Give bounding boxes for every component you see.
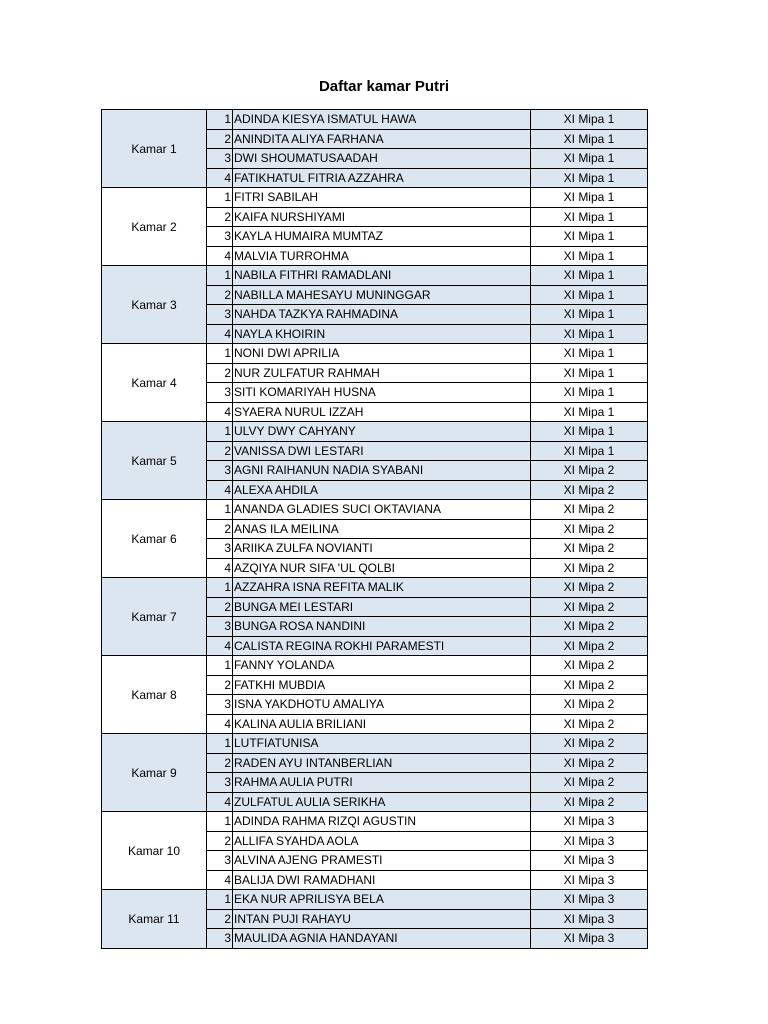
member-name: KAIFA NURSHIYAMI <box>233 207 531 227</box>
member-number: 3 <box>207 695 233 715</box>
member-number: 4 <box>207 168 233 188</box>
member-class: XI Mipa 2 <box>531 500 648 520</box>
member-number: 3 <box>207 851 233 871</box>
member-name: ALLIFA SYAHDA AOLA <box>233 831 531 851</box>
member-name: FATIKHATUL FITRIA AZZAHRA <box>233 168 531 188</box>
table-row <box>102 812 648 832</box>
member-name: ADINDA RAHMA RIZQI AGUSTIN <box>233 812 531 832</box>
table-row <box>102 110 648 130</box>
member-name: BALIJA DWI RAMADHANI <box>233 870 531 890</box>
member-name: NABILA FITHRI RAMADLANI <box>233 266 531 286</box>
table-row <box>102 188 648 208</box>
member-name: NONI DWI APRILIA <box>233 344 531 364</box>
member-number: 2 <box>207 441 233 461</box>
room-label: Kamar 4 <box>102 344 207 422</box>
member-number: 3 <box>207 461 233 481</box>
member-class: XI Mipa 1 <box>531 188 648 208</box>
member-name: NUR ZULFATUR RAHMAH <box>233 363 531 383</box>
member-class: XI Mipa 2 <box>531 480 648 500</box>
member-class: XI Mipa 3 <box>531 929 648 949</box>
member-name: DWI SHOUMATUSAADAH <box>233 149 531 169</box>
member-class: XI Mipa 3 <box>531 851 648 871</box>
table-row <box>102 578 648 598</box>
member-number: 4 <box>207 792 233 812</box>
member-name: NAHDA TAZKYA RAHMADINA <box>233 305 531 325</box>
member-number: 1 <box>207 734 233 754</box>
room-label: Kamar 7 <box>102 578 207 656</box>
member-name: ANANDA GLADIES SUCI OKTAVIANA <box>233 500 531 520</box>
member-name: INTAN PUJI RAHAYU <box>233 909 531 929</box>
member-class: XI Mipa 1 <box>531 344 648 364</box>
member-class: XI Mipa 2 <box>531 714 648 734</box>
member-number: 2 <box>207 597 233 617</box>
room-label: Kamar 1 <box>102 110 207 188</box>
member-number: 2 <box>207 207 233 227</box>
member-name: MALVIA TURROHMA <box>233 246 531 266</box>
member-number: 3 <box>207 617 233 637</box>
room-label: Kamar 5 <box>102 422 207 500</box>
member-class: XI Mipa 1 <box>531 402 648 422</box>
room-label: Kamar 9 <box>102 734 207 812</box>
member-name: EKA NUR APRILISYA BELA <box>233 890 531 910</box>
member-name: ADINDA KIESYA ISMATUL HAWA <box>233 110 531 130</box>
member-number: 4 <box>207 870 233 890</box>
member-number: 2 <box>207 753 233 773</box>
member-name: RAHMA AULIA PUTRI <box>233 773 531 793</box>
member-number: 2 <box>207 675 233 695</box>
member-number: 1 <box>207 656 233 676</box>
member-name: ANAS ILA MEILINA <box>233 519 531 539</box>
member-number: 3 <box>207 539 233 559</box>
member-name: MAULIDA AGNIA HANDAYANI <box>233 929 531 949</box>
member-name: NABILLA MAHESAYU MUNINGGAR <box>233 285 531 305</box>
member-name: VANISSA DWI LESTARI <box>233 441 531 461</box>
member-name: SITI KOMARIYAH HUSNA <box>233 383 531 403</box>
member-number: 1 <box>207 110 233 130</box>
member-class: XI Mipa 3 <box>531 909 648 929</box>
member-number: 4 <box>207 480 233 500</box>
member-class: XI Mipa 1 <box>531 383 648 403</box>
member-class: XI Mipa 1 <box>531 324 648 344</box>
member-number: 3 <box>207 929 233 949</box>
member-class: XI Mipa 2 <box>531 597 648 617</box>
member-name: ISNA YAKDHOTU AMALIYA <box>233 695 531 715</box>
member-class: XI Mipa 2 <box>531 461 648 481</box>
member-number: 2 <box>207 909 233 929</box>
member-class: XI Mipa 2 <box>531 636 648 656</box>
member-number: 1 <box>207 266 233 286</box>
member-class: XI Mipa 3 <box>531 831 648 851</box>
member-number: 1 <box>207 344 233 364</box>
member-class: XI Mipa 2 <box>531 558 648 578</box>
member-class: XI Mipa 1 <box>531 168 648 188</box>
room-table <box>101 109 648 949</box>
member-name: KALINA AULIA BRILIANI <box>233 714 531 734</box>
room-label: Kamar 2 <box>102 188 207 266</box>
member-name: ALVINA AJENG PRAMESTI <box>233 851 531 871</box>
member-name: FATKHI MUBDIA <box>233 675 531 695</box>
member-class: XI Mipa 3 <box>531 812 648 832</box>
member-number: 4 <box>207 324 233 344</box>
member-number: 1 <box>207 578 233 598</box>
table-row <box>102 890 648 910</box>
member-class: XI Mipa 2 <box>531 792 648 812</box>
room-label: Kamar 11 <box>102 890 207 949</box>
room-table-body <box>102 110 648 949</box>
member-class: XI Mipa 3 <box>531 870 648 890</box>
member-name: ANINDITA ALIYA FARHANA <box>233 129 531 149</box>
member-class: XI Mipa 2 <box>531 675 648 695</box>
member-number: 3 <box>207 773 233 793</box>
member-number: 3 <box>207 383 233 403</box>
member-number: 1 <box>207 188 233 208</box>
member-number: 4 <box>207 714 233 734</box>
member-class: XI Mipa 1 <box>531 305 648 325</box>
page-title: Daftar kamar Putri <box>318 78 450 95</box>
member-class: XI Mipa 2 <box>531 695 648 715</box>
room-label: Kamar 8 <box>102 656 207 734</box>
member-name: FANNY YOLANDA <box>233 656 531 676</box>
member-class: XI Mipa 1 <box>531 110 648 130</box>
member-class: XI Mipa 2 <box>531 578 648 598</box>
member-class: XI Mipa 2 <box>531 539 648 559</box>
member-number: 3 <box>207 149 233 169</box>
member-number: 2 <box>207 519 233 539</box>
member-number: 1 <box>207 812 233 832</box>
member-name: ARIIKA ZULFA NOVIANTI <box>233 539 531 559</box>
member-class: XI Mipa 1 <box>531 422 648 442</box>
member-name: SYAERA NURUL IZZAH <box>233 402 531 422</box>
member-name: BUNGA ROSA NANDINI <box>233 617 531 637</box>
table-row <box>102 266 648 286</box>
member-name: NAYLA KHOIRIN <box>233 324 531 344</box>
member-class: XI Mipa 3 <box>531 890 648 910</box>
member-name: FITRI SABILAH <box>233 188 531 208</box>
member-name: AZZAHRA ISNA REFITA MALIK <box>233 578 531 598</box>
table-row <box>102 500 648 520</box>
member-name: ULVY DWY CAHYANY <box>233 422 531 442</box>
member-number: 4 <box>207 558 233 578</box>
member-number: 4 <box>207 636 233 656</box>
member-number: 1 <box>207 890 233 910</box>
member-class: XI Mipa 2 <box>531 734 648 754</box>
table-row <box>102 344 648 364</box>
member-class: XI Mipa 1 <box>531 246 648 266</box>
member-number: 1 <box>207 500 233 520</box>
member-class: XI Mipa 1 <box>531 363 648 383</box>
member-class: XI Mipa 2 <box>531 656 648 676</box>
member-class: XI Mipa 1 <box>531 441 648 461</box>
room-label: Kamar 6 <box>102 500 207 578</box>
table-row <box>102 656 648 676</box>
member-class: XI Mipa 1 <box>531 207 648 227</box>
room-label: Kamar 3 <box>102 266 207 344</box>
member-name: CALISTA REGINA ROKHI PARAMESTI <box>233 636 531 656</box>
table-row <box>102 734 648 754</box>
member-name: ZULFATUL AULIA SERIKHA <box>233 792 531 812</box>
member-name: AZQIYA NUR SIFA 'UL QOLBI <box>233 558 531 578</box>
member-class: XI Mipa 1 <box>531 227 648 247</box>
member-name: RADEN AYU INTANBERLIAN <box>233 753 531 773</box>
member-class: XI Mipa 2 <box>531 773 648 793</box>
table-row <box>102 422 648 442</box>
member-class: XI Mipa 1 <box>531 129 648 149</box>
member-class: XI Mipa 2 <box>531 753 648 773</box>
member-number: 2 <box>207 831 233 851</box>
member-number: 2 <box>207 285 233 305</box>
member-name: AGNI RAIHANUN NADIA SYABANI <box>233 461 531 481</box>
member-class: XI Mipa 1 <box>531 149 648 169</box>
member-number: 3 <box>207 305 233 325</box>
member-class: XI Mipa 1 <box>531 285 648 305</box>
member-class: XI Mipa 2 <box>531 519 648 539</box>
room-label: Kamar 10 <box>102 812 207 890</box>
member-class: XI Mipa 1 <box>531 266 648 286</box>
member-number: 2 <box>207 129 233 149</box>
member-number: 4 <box>207 402 233 422</box>
member-number: 1 <box>207 422 233 442</box>
member-number: 3 <box>207 227 233 247</box>
member-name: KAYLA HUMAIRA MUMTAZ <box>233 227 531 247</box>
member-class: XI Mipa 2 <box>531 617 648 637</box>
member-number: 2 <box>207 363 233 383</box>
member-number: 4 <box>207 246 233 266</box>
member-name: LUTFIATUNISA <box>233 734 531 754</box>
member-name: BUNGA MEI LESTARI <box>233 597 531 617</box>
member-name: ALEXA AHDILA <box>233 480 531 500</box>
